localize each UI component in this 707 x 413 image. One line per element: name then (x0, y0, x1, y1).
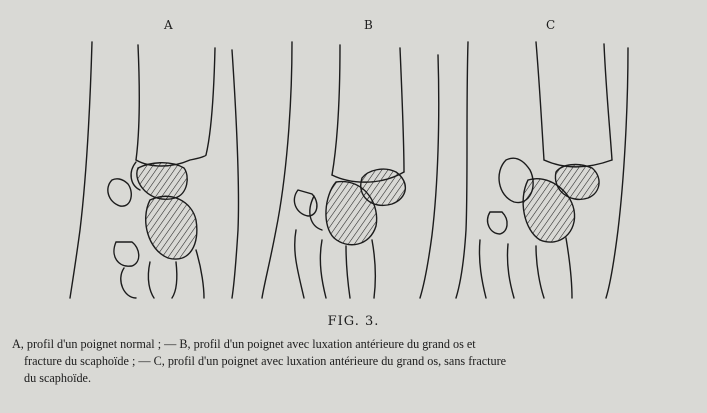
figure-caption (12, 336, 695, 387)
wrist-profile-b (262, 42, 439, 298)
figure-title: FIG. 3. (327, 314, 380, 329)
wrist-profile-c (456, 42, 628, 298)
caption-line-2: fracture du scaphoïde ; — C, profil d'un poignet avec luxation antérieure du grand os, sans fracture (24, 354, 507, 368)
caption-line-3: du scaphoïde. (24, 371, 92, 385)
panel-label-c: C (546, 18, 557, 32)
wrist-profile-a (70, 42, 239, 298)
panel-label-b: B (364, 18, 374, 32)
panel-label-a: A (164, 18, 174, 32)
caption-line-1: A, profil d'un poignet normal ; — B, profil d'un poignet avec luxation antérieure du grand os et (12, 337, 476, 351)
